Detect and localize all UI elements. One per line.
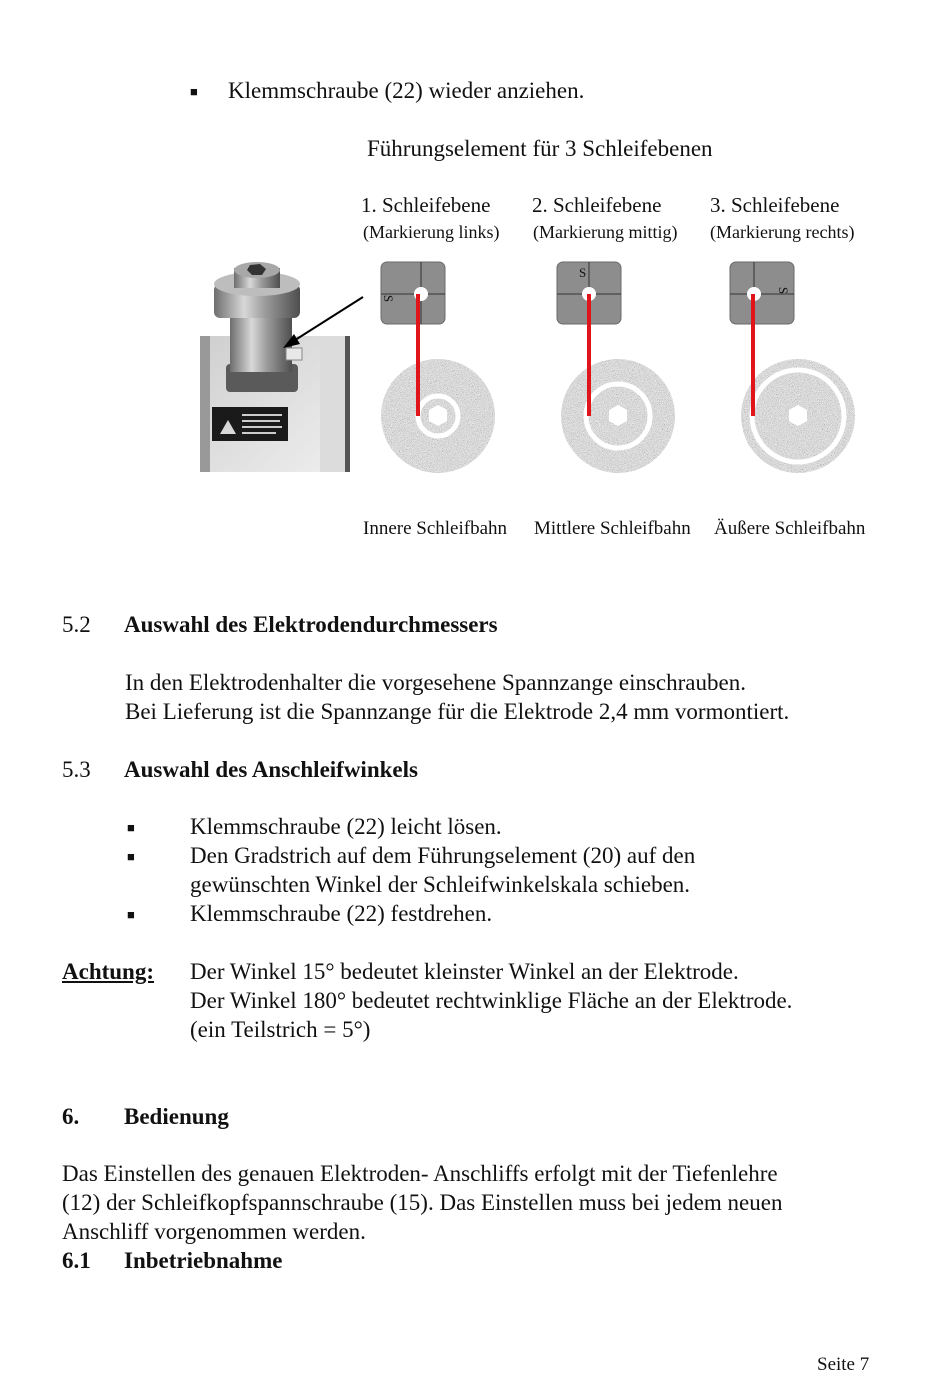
sec61-number: 6.1 [62, 1248, 91, 1273]
square-letter-3: S [776, 286, 792, 295]
sec53-number: 5.3 [62, 757, 91, 782]
attention-line-2: Der Winkel 180° bedeutet rechtwinklige Fläche an der Elektrode. [190, 988, 793, 1013]
sec6-title: Bedienung [124, 1104, 229, 1129]
intro-bullet-text: Klemmschraube (22) wieder anziehen. [228, 78, 585, 103]
plane-label-2: 2. Schleifebene [532, 193, 662, 217]
figure-heading: Führungselement für 3 Schleifebenen [367, 136, 713, 161]
plane-label-1: 1. Schleifebene [361, 193, 491, 217]
sec6-line-3: Anschliff vorgenommen werden. [62, 1219, 366, 1244]
attention-line-1: Der Winkel 15° bedeutet kleinster Winkel an der Elektrode. [190, 959, 739, 984]
track-label-3: Äußere Schleifbahn [714, 518, 866, 539]
sec52-number: 5.2 [62, 612, 91, 637]
grinding-discs [370, 290, 870, 480]
sec52-line-1: In den Elektrodenhalter die vorgesehene Spannzange einschrauben. [125, 670, 746, 695]
sec53-bullet-marker-1: ■ [127, 820, 135, 835]
attention-label: Achtung: [62, 959, 155, 984]
sec53-bullet-2-cont: gewünschten Winkel der Schleifwinkelskala schieben. [190, 872, 691, 897]
sec53-title: Auswahl des Anschleifwinkels [124, 757, 418, 782]
plane-label-3: 3. Schleifebene [710, 193, 840, 217]
marking-label-3: (Markierung rechts) [710, 222, 855, 242]
sec6-number: 6. [62, 1104, 80, 1129]
sec53-bullet-3: Klemmschraube (22) festdrehen. [190, 901, 493, 926]
page-number: Seite 7 [817, 1354, 870, 1375]
sec53-bullet-2: Den Gradstrich auf dem Führungselement (20) auf den [190, 843, 696, 868]
square-letter-2: S [579, 265, 587, 280]
sec53-bullet-1: Klemmschraube (22) leicht lösen. [190, 814, 502, 839]
pointer-arrow [270, 290, 370, 360]
square-letter-1: S [381, 294, 397, 303]
intro-bullet-marker: ■ [190, 84, 198, 99]
sec61-title: Inbetriebnahme [124, 1248, 283, 1273]
marking-label-2: (Markierung mittig) [533, 222, 678, 242]
attention-line-3: (ein Teilstrich = 5°) [190, 1017, 371, 1042]
sec6-line-2: (12) der Schleifkopfspannschraube (15). Das Einstellen muss bei jedem neuen [62, 1190, 783, 1215]
track-label-1: Innere Schleifbahn [363, 518, 508, 539]
sec53-bullet-marker-2: ■ [127, 849, 135, 864]
sec53-bullet-marker-3: ■ [127, 907, 135, 922]
marking-label-1: (Markierung links) [363, 222, 500, 242]
sec52-line-2: Bei Lieferung ist die Spannzange für die Elektrode 2,4 mm vormontiert. [125, 699, 790, 724]
sec52-title: Auswahl des Elektrodendurchmessers [124, 612, 498, 637]
track-label-2: Mittlere Schleifbahn [534, 518, 691, 539]
sec6-line-1: Das Einstellen des genauen Elektroden- Anschliffs erfolgt mit der Tiefenlehre [62, 1161, 778, 1186]
